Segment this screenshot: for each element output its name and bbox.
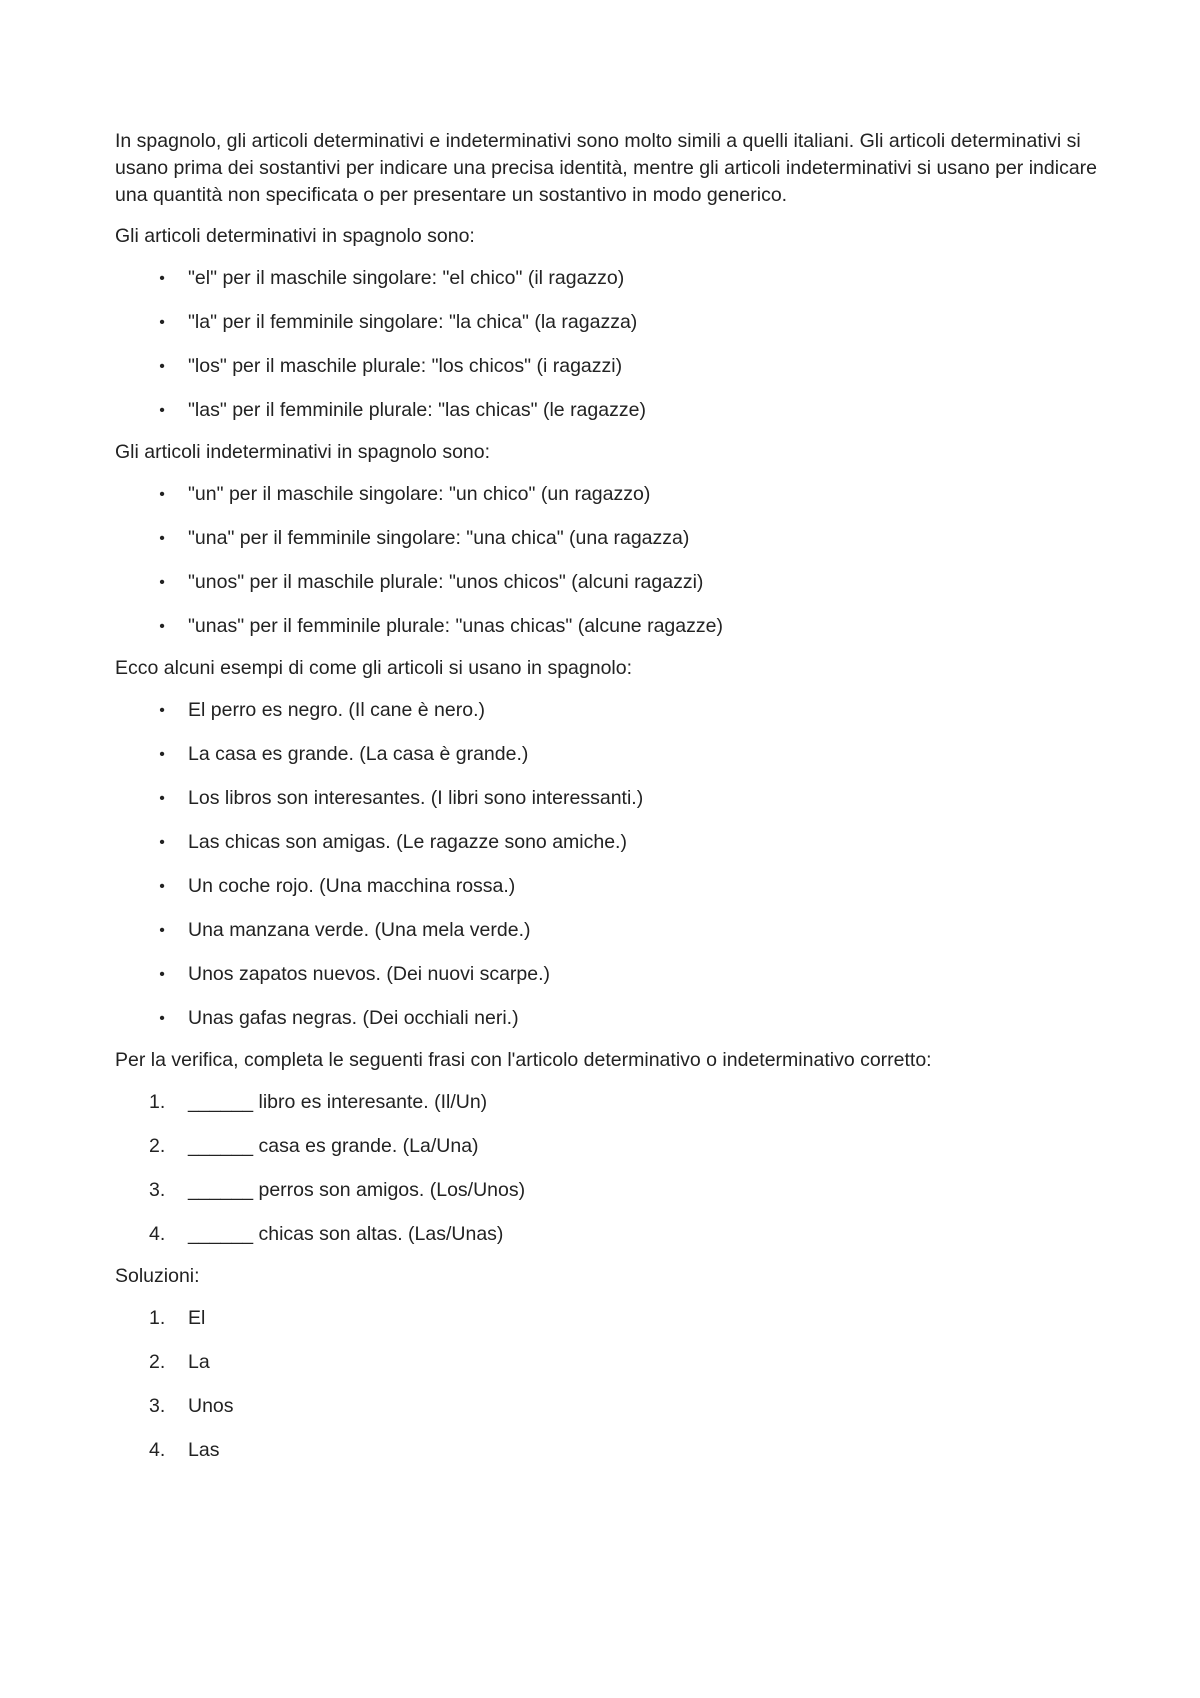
list-number: 3. xyxy=(149,1179,166,1201)
list-item: 1. ______ libro es interesante. (Il/Un) xyxy=(115,1089,1105,1116)
exercise-list xyxy=(115,1089,1105,1248)
list-number: 4. xyxy=(149,1223,166,1245)
bullet-icon: • xyxy=(159,878,165,895)
bullet-icon: • xyxy=(159,922,165,939)
list-item: 4. Las xyxy=(115,1437,1105,1464)
indefinite-articles-heading: Gli articoli indeterminativi in spagnolo sono: xyxy=(115,441,491,463)
bullet-icon: • xyxy=(159,314,165,331)
list-item: • Las chicas son amigas. (Le ragazze sono amiche.) xyxy=(115,829,1105,856)
bullet-icon: • xyxy=(159,402,165,419)
bullet-icon: • xyxy=(159,790,165,807)
list-number: 2. xyxy=(149,1351,166,1373)
list-number: 3. xyxy=(149,1395,166,1417)
list-item: • "unos" per il maschile plurale: "unos chicos" (alcuni ragazzi) xyxy=(115,569,1105,596)
examples-list xyxy=(115,697,1105,1032)
list-item: 3. ______ perros son amigos. (Los/Unos) xyxy=(115,1177,1105,1204)
list-item: 2. La xyxy=(115,1349,1105,1376)
list-item: • "las" per il femminile plurale: "las chicas" (le ragazze) xyxy=(115,397,1105,424)
bullet-icon: • xyxy=(159,358,165,375)
exercise-heading: Per la verifica, completa le seguenti frasi con l'articolo determinativo o indeterminativo corretto: xyxy=(115,1049,932,1071)
list-item: • El perro es negro. (Il cane è nero.) xyxy=(115,697,1105,724)
list-item: • "una" per il femminile singolare: "una chica" (una ragazza) xyxy=(115,525,1105,552)
solutions-list xyxy=(115,1305,1105,1464)
list-item: • "la" per il femminile singolare: "la chica" (la ragazza) xyxy=(115,309,1105,336)
bullet-icon: • xyxy=(159,574,165,591)
list-item: • Una manzana verde. (Una mela verde.) xyxy=(115,917,1105,944)
bullet-icon: • xyxy=(159,834,165,851)
bullet-icon: • xyxy=(159,1010,165,1027)
list-item: • La casa es grande. (La casa è grande.) xyxy=(115,741,1105,768)
bullet-icon: • xyxy=(159,486,165,503)
bullet-icon: • xyxy=(159,702,165,719)
list-item: • Un coche rojo. (Una macchina rossa.) xyxy=(115,873,1105,900)
document-page xyxy=(115,128,1105,1479)
list-number: 1. xyxy=(149,1307,166,1329)
list-item: 2. ______ casa es grande. (La/Una) xyxy=(115,1133,1105,1160)
list-item: • "un" per il maschile singolare: "un chico" (un ragazzo) xyxy=(115,481,1105,508)
examples-heading: Ecco alcuni esempi di come gli articoli si usano in spagnolo: xyxy=(115,657,633,679)
list-number: 4. xyxy=(149,1439,166,1461)
list-item: 4. ______ chicas son altas. (Las/Unas) xyxy=(115,1221,1105,1248)
bullet-icon: • xyxy=(159,270,165,287)
list-item: • Unos zapatos nuevos. (Dei nuovi scarpe.) xyxy=(115,961,1105,988)
list-number: 2. xyxy=(149,1135,166,1157)
indefinite-articles-list xyxy=(115,481,1105,640)
bullet-icon: • xyxy=(159,966,165,983)
list-item: 1. El xyxy=(115,1305,1105,1332)
list-number: 1. xyxy=(149,1091,166,1113)
list-item: • "el" per il maschile singolare: "el chico" (il ragazzo) xyxy=(115,265,1105,292)
list-item: • "los" per il maschile plurale: "los chicos" (i ragazzi) xyxy=(115,353,1105,380)
intro-paragraph: In spagnolo, gli articoli determinativi e indeterminativi sono molto simili a quelli italiani. Gli articoli determinativi si usano prima dei sostantivi per indicare una precisa identità, mentre gli articoli indeterminativi si usano per indicare una quantità non specificata o per presentare un sostantivo in modo generico. xyxy=(115,130,1097,206)
list-item: 3. Unos xyxy=(115,1393,1105,1420)
definite-articles-heading: Gli articoli determinativi in spagnolo sono: xyxy=(115,225,475,247)
bullet-icon: • xyxy=(159,746,165,763)
list-item: • Los libros son interesantes. (I libri sono interessanti.) xyxy=(115,785,1105,812)
list-item: • Unas gafas negras. (Dei occhiali neri.) xyxy=(115,1005,1105,1032)
bullet-icon: • xyxy=(159,618,165,635)
list-item: • "unas" per il femminile plurale: "unas chicas" (alcune ragazze) xyxy=(115,613,1105,640)
solutions-heading: Soluzioni: xyxy=(115,1265,200,1287)
definite-articles-list xyxy=(115,265,1105,424)
bullet-icon: • xyxy=(159,530,165,547)
